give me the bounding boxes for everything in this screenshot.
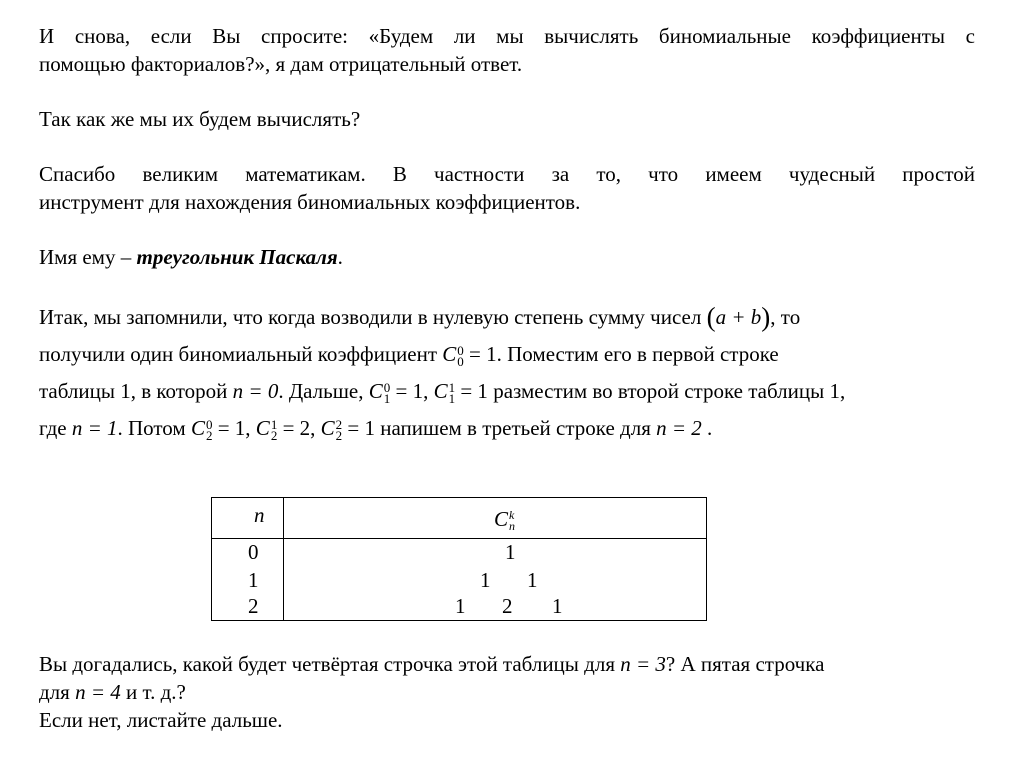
text-segment: ? А пятая строчка: [665, 652, 825, 676]
text-segment: напишем в третьей строке для: [375, 416, 657, 440]
paragraph-thanks-mathematicians: [39, 160, 975, 216]
table-header-c: [494, 507, 515, 532]
paragraph-line: [39, 678, 975, 706]
paragraph-line: [39, 410, 975, 447]
table-value: 1: [505, 540, 516, 564]
text-suffix: .: [337, 245, 343, 269]
formula-sum-body: a + b: [715, 305, 762, 329]
text-segment: Вы догадались, какой будет четвёртая строчка этой таблицы для: [39, 652, 621, 676]
header-c-sub: n: [509, 519, 516, 534]
text-segment: . Потом: [117, 416, 191, 440]
text-segment: для: [39, 680, 76, 704]
formula-row2: C 0 2 = 1, C 1 2 = 2, C 2 2 = 1: [190, 416, 376, 444]
table-divider-vertical: [283, 498, 284, 620]
text-segment: Итак, мы запомнили, что когда возводили в нулевую степень сумму чисел: [39, 305, 707, 329]
paragraph-pascal-triangle-name: [39, 243, 975, 271]
text-segment: . Поместим его в первой строке: [496, 342, 779, 366]
paragraph-line: Спасибо великим математикам. В частности за то, что имеем чудесный простой: [39, 162, 975, 186]
paragraph-line: инструмент для нахождения биномиальных коэффициентов.: [39, 190, 581, 214]
header-c-letter: C: [494, 507, 509, 531]
text-segment: . Дальше,: [278, 379, 369, 403]
paragraph-line: [39, 299, 975, 336]
paragraph-factorials-question: [39, 22, 975, 78]
table-value: 1: [455, 594, 466, 618]
formula-c00: C 0 0 = 1: [442, 342, 497, 370]
table-value: 1: [527, 568, 538, 592]
text-segment: таблицы 1, в которой: [39, 379, 233, 403]
table-value: 2: [502, 594, 513, 618]
paragraph-how-compute: [39, 105, 975, 133]
text-segment: и т. д.?: [120, 680, 186, 704]
table-value: 1: [552, 594, 563, 618]
table-header-n: n: [254, 503, 265, 527]
text-segment: , то: [770, 305, 801, 329]
formula-n1: n = 1: [71, 416, 118, 440]
header-c-sup: k: [509, 508, 515, 523]
text-prefix: Имя ему –: [39, 245, 137, 269]
paragraph-binomial-explanation: [39, 299, 975, 447]
paragraph-line: помощью факториалов?», я дам отрицательный ответ.: [39, 52, 523, 76]
text-segment: где: [39, 416, 72, 440]
formula-n0: n = 0: [232, 379, 279, 403]
formula-n4: n = 4: [75, 680, 121, 704]
table-row-n: 2: [248, 594, 259, 618]
paragraph-line: [39, 373, 975, 410]
table-value: 1: [480, 568, 491, 592]
paragraph-line: [39, 650, 975, 678]
paragraph-line: Так как же мы их будем вычислять?: [39, 107, 361, 131]
table-row-n: 0: [248, 540, 259, 564]
text-segment: разместим во второй строке таблицы 1,: [487, 379, 846, 403]
paragraph-next-rows-question: [39, 650, 975, 734]
formula-row1: C 0 1 = 1, C 1 1 = 1: [368, 379, 488, 407]
paragraph-line: [39, 336, 975, 373]
pascal-table: [211, 497, 707, 621]
formula-n2: n = 2: [656, 416, 702, 440]
text-segment: .: [701, 416, 713, 440]
formula-n3: n = 3: [620, 652, 666, 676]
paragraph-line: Если нет, листайте дальше.: [39, 708, 283, 732]
table-divider-horizontal: [212, 538, 706, 539]
text-segment: получили один биномиальный коэффициент: [39, 342, 443, 366]
table-row-n: 1: [248, 568, 259, 592]
formula-sum: (a + b): [706, 302, 771, 332]
term-pascal-triangle: треугольник Паскаля: [136, 245, 338, 269]
formula-equals: = 1: [463, 342, 497, 366]
paragraph-line: И снова, если Вы спросите: «Будем ли мы вычислять биномиальные коэффициенты с: [39, 24, 975, 48]
